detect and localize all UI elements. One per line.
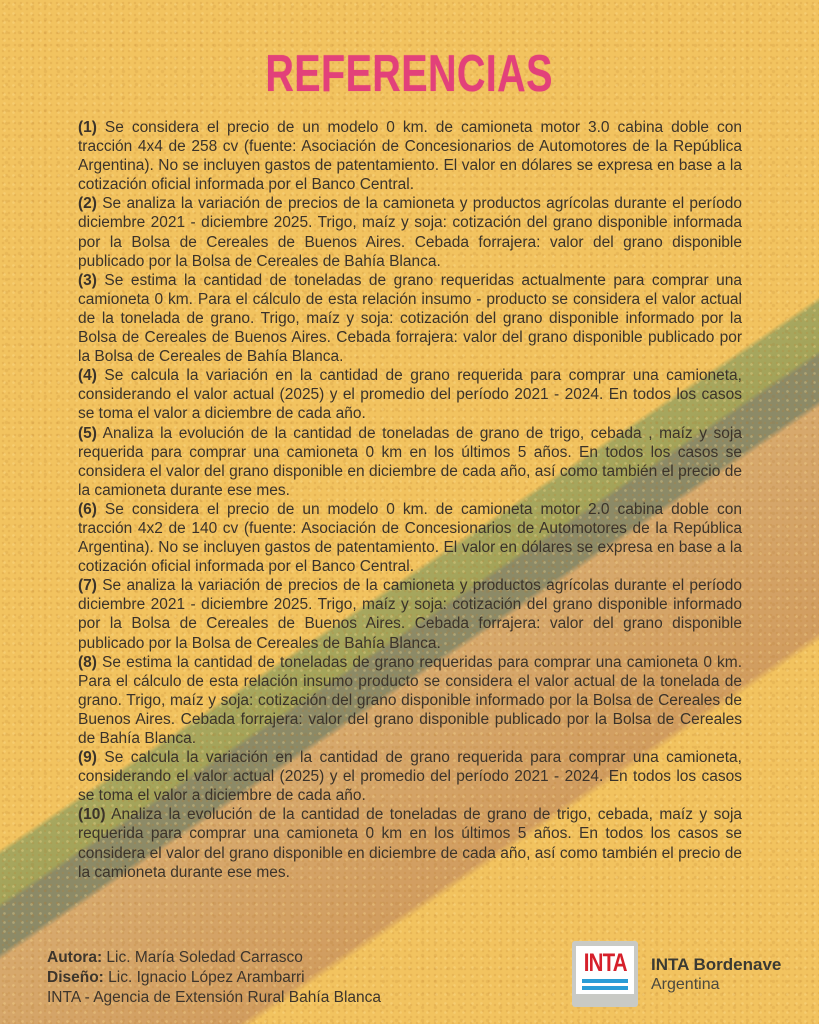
inta-logo-text	[651, 955, 781, 994]
credit-line	[47, 988, 381, 1008]
reference-item	[78, 805, 742, 881]
reference-item	[78, 271, 742, 366]
reference-item	[78, 653, 742, 748]
reference-number: (4)	[78, 367, 97, 385]
references-list	[78, 118, 742, 882]
reference-number: (10)	[78, 806, 106, 824]
inta-logo	[572, 941, 781, 1007]
reference-text: Se estima la cantidad de toneladas de grano requeridas para comprar una camioneta 0 km. Para el cálculo de esta relación insumo producto se considera el valor actual de la tonelada de grano. Trigo, maíz y soja: cotización del grano disponible informado por la Bolsa de Cereales de Buenos Aires. Cebada forrajera: valor del grano disponible publicado por la Bolsa de Cereales de Bahía Blanca.	[78, 653, 742, 747]
reference-item	[78, 194, 742, 270]
credit-text: Lic. María Soledad Carrasco	[106, 949, 303, 966]
reference-text: Se considera el precio de un modelo 0 km. de camioneta motor 2.0 cabina doble con tracción 4x2 de 140 cv (fuente: Asociación de Concesionarios de Automotores de la República Argentina). No se incluyen gastos de patentamiento. El valor en dólares se expresa en base a la cotización oficial informada por el Banco Central.	[78, 500, 742, 576]
reference-number: (9)	[78, 749, 97, 767]
reference-text: Analiza la evolución de la cantidad de toneladas de grano de trigo, cebada, maíz y soja requerida para comprar una camioneta 0 km en los últimos 5 años. En todos los casos se considera el valor del grano disponible en diciembre de cada año, así como también el precio de la camioneta durante ese mes.	[78, 806, 743, 881]
inta-logo-inner	[576, 946, 634, 994]
reference-text: Se analiza la variación de precios de la camioneta y productos agrícolas durante el período diciembre 2021 - diciembre 2025. Trigo, maíz y soja: cotización del grano disponible informada por la Bolsa de Cereales de Buenos Aires. Cebada forrajera: valor del grano disponible publicado por la Bolsa de Cereales de Bahía Blanca.	[78, 195, 742, 270]
reference-item	[78, 366, 742, 423]
reference-text: Se considera el precio de un modelo 0 km. de camioneta motor 3.0 cabina doble con tracción 4x4 de 258 cv (fuente: Asociación de Concesionarios de Automotores de la República Argentina). No se incluyen gastos de patentamiento. El valor en dólares se expresa en base a la cotización oficial informada por el Banco Central.	[78, 119, 742, 194]
credit-text: INTA - Agencia de Extensión Rural Bahía Blanca	[47, 989, 382, 1006]
footer-credits	[47, 948, 381, 1008]
inta-logo-mark	[572, 941, 638, 1007]
reference-item	[78, 500, 742, 576]
credit-text: Lic. Ignacio López Arambarri	[108, 969, 305, 986]
reference-text: Analiza la evolución de la cantidad de toneladas de grano de trigo, cebada , maíz y soja requerida para comprar una camioneta 0 km en los últimos 5 años. En todos los casos se considera el valor del grano disponible en diciembre de cada año, así como también el precio de la camioneta durante ese mes.	[78, 424, 742, 499]
credit-label: Diseño:	[47, 969, 104, 986]
credit-line	[47, 968, 381, 988]
page-title-row	[0, 45, 819, 103]
credit-line	[47, 948, 381, 968]
logo-country-name: Argentina	[651, 975, 720, 993]
page-title: REFERENCIAS	[265, 45, 554, 103]
reference-number: (2)	[78, 195, 97, 213]
reference-number: (7)	[78, 577, 97, 595]
logo-stripe-icon	[582, 986, 628, 990]
reference-item	[78, 424, 742, 500]
reference-item	[78, 118, 742, 194]
reference-number: (3)	[78, 271, 97, 289]
reference-number: (8)	[78, 653, 97, 671]
reference-text: Se analiza la variación de precios de la camioneta y productos agrícolas durante el período diciembre 2021 - diciembre 2025. Trigo, maíz y soja: cotización del grano disponible informado por la Bolsa de Cereales de Buenos Aires. Cebada forrajera: valor del grano disponible publicado por la Bolsa de Cereales de Bahía Blanca.	[78, 577, 742, 652]
credit-label: Autora:	[47, 949, 103, 966]
reference-number: (5)	[78, 424, 97, 442]
reference-text: Se estima la cantidad de toneladas de grano requeridas actualmente para comprar una camioneta 0 km. Para el cálculo de esta relación insumo - producto se considera el valor actual de la tonelada de grano. Trigo, maíz y soja: cotización del grano disponible informado por la Bolsa de Cereales de Buenos Aires. Cebada forrajera: valor del grano disponible publicado por la Bolsa de Cereales de Bahía Blanca.	[78, 271, 742, 366]
logo-org-name: INTA Bordenave	[651, 954, 782, 974]
reference-text: Se calcula la variación en la cantidad de grano requerida para comprar una camioneta, considerando el valor actual (2025) y el promedio del período 2021 - 2024. En todos los casos se toma el valor a diciembre de cada año.	[78, 749, 742, 805]
logo-stripe-icon	[582, 979, 628, 983]
reference-number: (1)	[78, 119, 97, 136]
inta-logo-acronym: INTA	[583, 948, 627, 977]
reference-item	[78, 576, 742, 652]
reference-number: (6)	[78, 500, 97, 518]
reference-item	[78, 748, 742, 805]
reference-text: Se calcula la variación en la cantidad de grano requerida para comprar una camioneta, considerando el valor actual (2025) y el promedio del período 2021 - 2024. En todos los casos se toma el valor a diciembre de cada año.	[78, 367, 742, 423]
